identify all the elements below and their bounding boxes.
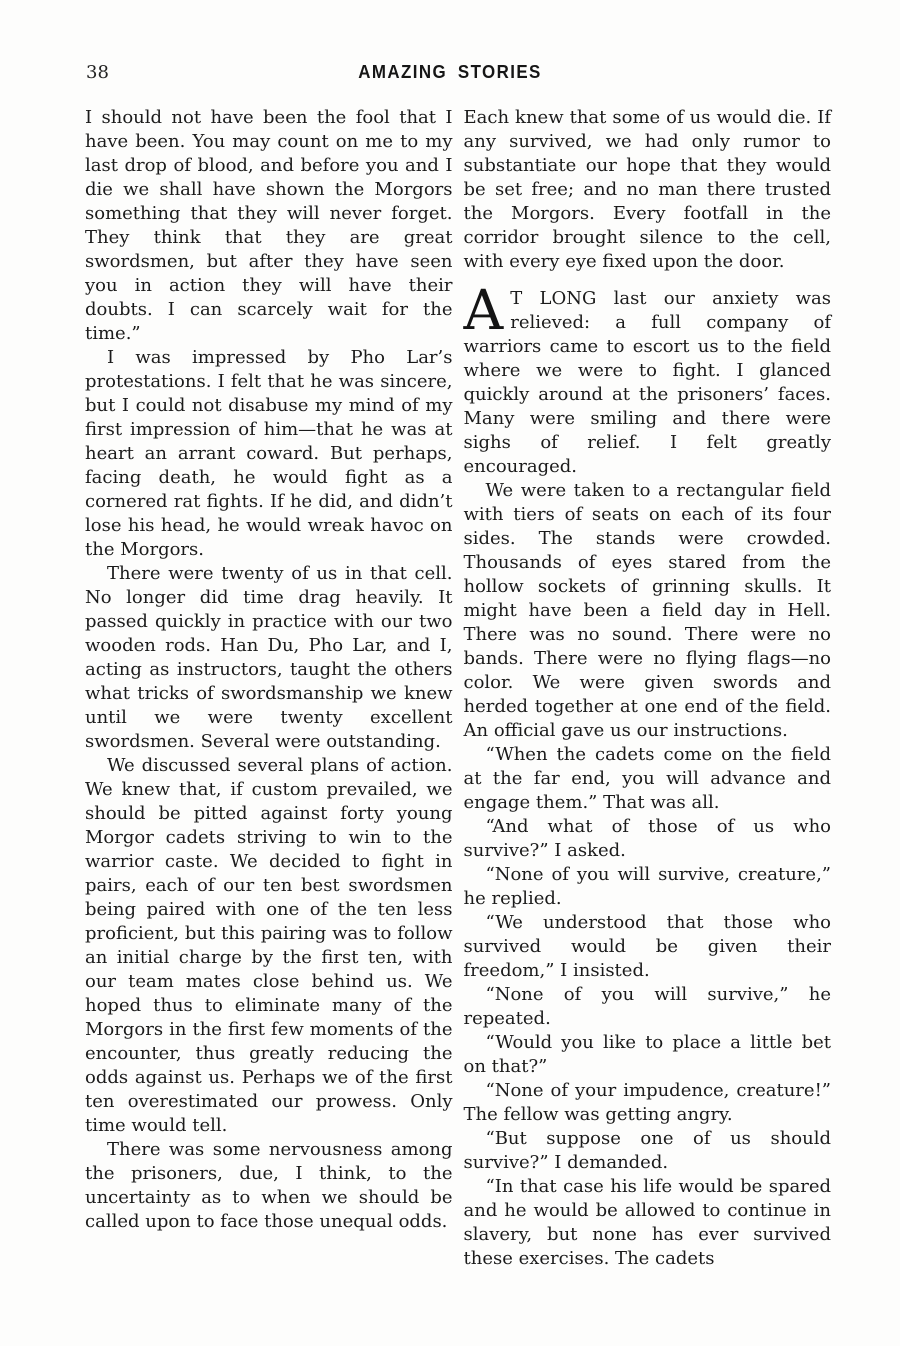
paragraph: There were twenty of us in that cell. No longer did time drag heavily. It passed quickly in practice with our two wooden rods. Han Du, Pho Lar, and I, acting as instructors, taught the others what tricks of swordsmanship we knew until we were twenty excellent swordsmen. Several were outstanding.	[85, 563, 453, 752]
paragraph: There was some nervousness among the prisoners, due, I think, to the uncertainty as to when we should be called upon to face those unequal odds.	[85, 1139, 453, 1232]
drop-cap: A	[463, 278, 504, 342]
paragraph-text: T LONG last our anxiety was relieved: a full company of warriors came to escort us to the field where we were to fight. I glanced quickly around at the prisoners’ faces. Many were smiling and there were sighs of relief. I felt greatly encouraged.	[463, 288, 831, 477]
paragraph: “And what of those of us who survive?” I asked.	[463, 816, 831, 861]
paragraph: “Would you like to place a little bet on that?”	[463, 1032, 831, 1077]
paragraph: We were taken to a rectangular field with tiers of seats on each of its four sides. The stands were crowded. Thousands of eyes stared from the hollow sockets of grinning skulls. It might have been a field day in Hell. There was no sound. There were no bands. There were no flying flags—no color. We were given swords and herded together at one end of the field. An official gave us our instructions.	[463, 480, 831, 741]
paragraph: I was impressed by Pho Lar’s protestations. I felt that he was sincere, but I could not disabuse my mind of my first impression of him—that he was at heart an arrant coward. But perhaps, facing death, he would fight as a cornered rat fights. If he did, and didn’t lose his head, he would wreak havoc on the Morgors.	[85, 347, 453, 560]
paragraph: “None of your impudence, creature!” The fellow was getting angry.	[463, 1080, 831, 1125]
paragraph: “In that case his life would be spared and he would be allowed to continue in slavery, but none has ever survived these exercises. The cadets	[463, 1176, 831, 1269]
paragraph: “But suppose one of us should survive?” I demanded.	[463, 1128, 831, 1173]
paragraph: Each knew that some of us would die. If any survived, we had only rumor to substantiate our hope that they would be set free; and no man there trusted the Morgors. Every footfall in the corridor brought silence to the cell, with every eye fixed upon the door.	[463, 107, 831, 272]
paragraph: “We understood that those who survived would be given their freedom,” I insisted.	[463, 912, 831, 981]
page-number: 38	[86, 62, 109, 83]
left-column	[85, 106, 453, 1271]
paragraph: “None of you will survive,” he repeated.	[463, 984, 831, 1029]
paragraph: I should not have been the fool that I have been. You may count on me to my last drop of blood, and before you and I die we shall have shown the Morgors something that they will never forget. They think that they are great swordsmen, but after they have seen you in action they will have their doubts. I can scarcely wait for the time.”	[85, 107, 453, 344]
paragraph: We discussed several plans of action. We knew that, if custom prevailed, we should be pitted against forty young Morgor cadets striving to win to the warrior caste. We decided to fight in pairs, each of our ten best swordsmen being paired with one of the ten less proficient, but this pairing was to follow an initial charge by the first ten, with our team mates close behind us. We hoped thus to eliminate many of the Morgors in the first few moments of the encounter, thus greatly reducing the odds against us. Perhaps we of the first ten overestimated our prowess. Only time would tell.	[85, 755, 453, 1136]
paragraph: “When the cadets come on the field at the far end, you will advance and engage them.” That was all.	[463, 744, 831, 813]
magazine-title: AMAZING STORIES	[358, 62, 542, 82]
right-column	[464, 106, 832, 1271]
section-start-paragraph	[463, 278, 832, 479]
text-columns	[85, 106, 831, 1271]
page-header	[0, 60, 900, 86]
paragraph: “None of you will survive, creature,” he replied.	[463, 864, 831, 909]
